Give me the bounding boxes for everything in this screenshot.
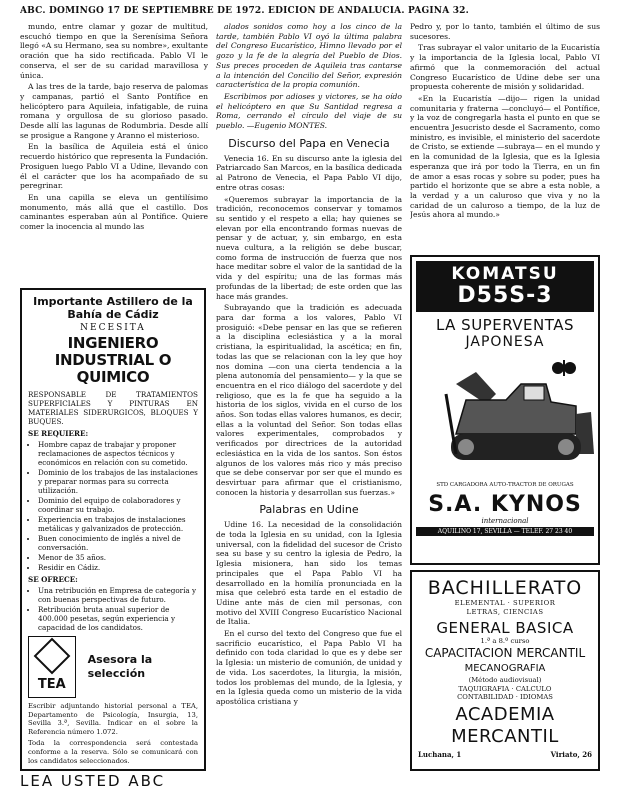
academy-name: ACADEMIA MERCANTIL: [451, 703, 559, 747]
address-left: Luchana, 1: [418, 749, 462, 759]
col1-paragraph: A las tres de la tarde, bajo reserva de palomas y campanas, partió el Santo Pontífice en helicóptero para Aquileia, infatigable, de ruina romana y orgullosa de su glorioso pasado. Desde allí las lagunas de Rodumbria. Desde allí se prosigue a Rangone y Aranno el misterioso.: [20, 82, 208, 140]
ad-sub: (Método audiovisual): [468, 676, 542, 684]
column-2: [216, 22, 402, 772]
column-3: [410, 22, 600, 250]
col3-paragraph: Tras subrayar el valor unitario de la Eucaristía y la importancia de la Iglesia local, Pablo VI afirmó que la conmemoración del actual Congreso Eucarístico de Udine debe ser una propuesta coherente de misión y solidaridad.: [410, 43, 600, 92]
col2-paragraph: Subrayando que la tradición es adecuada para dar forma a los valores, Pablo VI prosiguió: «Debe pensar en las que se refieren a la disciplina eclesiástica y a la moral cristiana, la espiritualidad, la ascética; en fin, todas las que se relacionan con la ley que hoy nos domina —con una cierta tendencia a la plena autonomía del pensamiento— y la que se encuentra en el rico diálogo del sacerdote y del religioso, que es la fe que ha seguido a la historia de los siglos, vivida en el curso de los años. Son todas ellas valores humanos, es decir, ellas a la voluntad del Señor. Son todas ellas valores experimentales, comprobados y verificados por directrices de la autoridad eclesiástica en la vida de los santos. Son éstos algunos de los valores más rico y más preciso que se debe conservar por ser que el mundo es desvirtuar para afirmar que el cristianismo, conocen la historia y desarrollan sus fuerzas.»: [216, 303, 402, 497]
list-item: • Una retribución en Empresa de categoría y con buenas perspectivas de futuro.: [38, 586, 198, 604]
col1-paragraph: En una capilla se eleva un gentilísimo monumento, más allá que el castillo. Dos caminantes esperaban aún al Pontífice. Quiere comer la inocencia al mundo las: [20, 192, 208, 232]
academy-addresses: [418, 750, 592, 759]
footer-slogan: LEA USTED ABC: [20, 772, 166, 790]
komatsu-banner: [416, 261, 594, 312]
ad-title: Importante Astillero de la Bahía de Cádiz: [33, 295, 193, 321]
col2-paragraph: En el curso del texto del Congreso que fue el sacrificio eucarístico, el Papa Pablo VI ha definido con toda claridad lo que es y debe ser la Iglesia: un misterio de comunión, de unidad y de vida. Los sacerdotes, la liturgia, la misión, todos los problemas del mundo, de la Iglesia, y en la Iglesia queda como un misterio de la vida apostólica cristiana y: [216, 629, 402, 706]
address-right: Viriato, 26: [550, 749, 592, 759]
tagline-1: LA SUPERVENTAS: [435, 316, 575, 334]
bachillerato-ad: [410, 570, 600, 771]
dealer-subtitle: internacional: [481, 517, 529, 525]
list-item: • Dominio del equipo de colaboradores y coordinar su trabajo.: [38, 496, 198, 514]
ad-role: INGENIERO INDUSTRIAL O QUIMICO: [54, 334, 172, 386]
ad-note: Toda la correspondencia será contestada conforme a la reserva. Sólo se comunicará con los candidatos seleccionados.: [28, 739, 198, 765]
col2-paragraph: Venecia 16. En su discurso ante la iglesia del Patriarcado San Marcos, en la basílica dedicada al Patrono de Venecia, el Papa Pablo VI dijo, entre otras cosas:: [216, 153, 402, 192]
tea-logo-text: TEA: [37, 676, 66, 692]
ad-heading: GENERAL BASICA: [436, 619, 574, 637]
ad-heading: MECANOGRAFIA: [464, 663, 546, 674]
dealer-address: AQUILINO 17, SEVILLA — TELEF. 27 23 40: [416, 527, 594, 536]
col2-paragraph: Udine 16. La necesidad de la consolidación de toda la Iglesia en su unidad, con la Iglesia universal, con la fidelidad del sucesor de Cristo sea su base y su centro la iglesia de Pedro, la Iglesia misionera, han sido los temas principales que el Papa Pablo VI ha desarrollado en la homilía pronunciada en la misa que celebró esta tarde en el estadio de Udine ante más de cien mil personas, con motivo del XVIII Congreso Eucarístico Nacional de Italia.: [216, 520, 402, 627]
logo-dot-icon: [552, 362, 564, 374]
ad-sub: 1.ª a 8.º curso: [480, 637, 530, 645]
ripper-shank: [446, 394, 456, 454]
column-1: [20, 22, 208, 284]
ad-needs: NECESITA: [80, 323, 146, 333]
spec-caption: STD CARGADORA AUTO-TRACTOR DE ORUGAS: [436, 482, 574, 488]
requirements-list: [28, 440, 198, 572]
col1-paragraph: En la basílica de Aquileia está el único recuerdo histórico que representa la Fundación. Prosiguen luego Pablo VI a Udine, llevando con él el carácter que los ha acompañado de su peregrinar.: [20, 142, 208, 191]
wheel: [558, 439, 574, 455]
offers-list: [28, 586, 198, 632]
list-item: • Menor de 35 años.: [38, 553, 198, 562]
bulldozer-illustration: [426, 354, 596, 474]
ad-sub: CONTABILIDAD · IDIOMAS: [457, 693, 553, 701]
ad-contact: Escribir adjuntando historial personal a TEA, Departamento de Psicología, Insurgia, 13, Sevilla 3.ª, Sevilla. Indicar en el sobre la Referencia número 1.072.: [28, 702, 198, 736]
model-name: D55S-3: [457, 283, 553, 308]
headline-udine: Palabras en Udine: [259, 503, 359, 517]
col2-byline: Escribimos por adioses y victores, se ha oído el helicóptero en que Su Santidad regresa a Roma, cerrando el círculo del viaje de su pueblo. —Eugenio MONTES.: [216, 91, 402, 131]
ad-sub: ELEMENTAL · SUPERIOR: [454, 599, 556, 607]
list-item: • Dominio de los trabajos de las instalaciones y preparar normas para su correcta utilización.: [38, 468, 198, 495]
tea-logo: [28, 636, 76, 698]
brand-name: KOMATSU: [451, 264, 559, 284]
col2-intro: alados sonidos como hoy a los cinco de la tarde, también Pablo VI oyó la última palabra del Congreso Eucarístico, Himno llevado por el gozo y la fe de la alegría del Pueblo de Dios. Sus preces proceden de Aquileia tras cantarse a la intención del Concilio del Señor, expresión característica de la propia comunión.: [216, 22, 402, 90]
ripper-arm: [456, 372, 496, 404]
col3-paragraph: «En la Eucaristía —dijo— rigen la unidad comunitaria y fraterna —concluyó— el Pontífice, y la voz de congregarla hasta el punto en que se encuentra Jesucristo desde el Sacramento, como ministro, es invisible, el ministerio del sacerdote de Cristo, se extiende —subraya— en el mundo y en la comunidad de la Iglesia, que es la Iglesia esperanza que irá por todo la Tierra, en un fin de amor a esas rocas y sobre su poder, pues ha partido el horizonte que se abre a esta noble, a la verdad y a un caluroso que viva y no la caridad de un caluroso a tiempo, de la luz de Jesús ahora al mundo.»: [410, 93, 600, 220]
logo-dot-icon: [564, 362, 576, 374]
col2-paragraph: «Queremos subrayar la importancia de la tradición, reconocemos conservar y tomamos su sentido y el respeto a ella; hay quienes se elevan por ella encontrando formas nuevas de pensar y de actuar, y, sin embargo, en esta nueva cultura, a la religión se debe buscar, como forma de instrucción de fuerza que nos hace meditar sobre el valor de la santidad de la vida y del espíritu; una de las formas más profundas de la libertad; de este orden que las hace más grandes.: [216, 194, 402, 301]
ad-heading: CAPACITACION MERCANTIL: [424, 646, 586, 660]
list-item: • Buen conocimiento de inglés a nivel de conversación.: [38, 534, 198, 552]
headline-venecia: Discurso del Papa en Venecia: [228, 136, 390, 150]
ad-requirements-title: SE REQUIERE:: [28, 429, 89, 438]
col1-paragraph: mundo, entre clamar y gozar de multitud, escuchó tiempo en que la Serenísima Señora llegó «A su Hermano, sea su nombre», exultante oración que ha sido rectificada. Pablo VI le conserva, el ser de su caridad maravillosa y única.: [20, 22, 208, 80]
cab-window: [524, 386, 544, 400]
diamond-icon: [33, 637, 70, 674]
dealer-name: S.A. KYNOS: [428, 492, 582, 517]
ad-sub: LETRAS, CIENCIAS: [466, 608, 544, 616]
page-header: ABC. DOMINGO 17 DE SEPTIEMBRE DE 1972. EDICION DE ANDALUCIA. PAGINA 32.: [20, 6, 469, 16]
ad-offer-title: SE OFRECE:: [28, 575, 78, 584]
komatsu-ad: [410, 255, 600, 565]
ad-responsibility: RESPONSABLE DE TRATAMIENTOS SUPERFICIALES Y PINTURAS EN MATERIALES SIDERURGICOS, BLOQUES Y BUQUES.: [28, 390, 198, 426]
list-item: • Residir en Cádiz.: [38, 563, 198, 572]
list-item: • Retribución bruta anual superior de 400.000 pesetas, según experiencia y capacidad de los candidatos.: [38, 605, 198, 632]
list-item: • Hombre capaz de trabajar y proponer reclamaciones de aspectos técnicos y económicos en relación con su cometido.: [38, 440, 198, 467]
col3-paragraph: Pedro y, por lo tanto, también el último de sus sucesores.: [410, 22, 600, 41]
ad-sub: TAQUIGRAFIA · CALCULO: [458, 684, 552, 693]
list-item: • Experiencia en trabajos de instalaciones metálicas y galvanizados de protección.: [38, 515, 198, 533]
ad-heading: BACHILLERATO: [427, 577, 583, 599]
wheel: [458, 439, 474, 455]
tea-tagline: Asesora la selección: [87, 653, 153, 680]
shipyard-job-ad: [20, 288, 206, 771]
tea-block: [28, 636, 198, 698]
tagline-2: JAPONESA: [465, 334, 545, 350]
